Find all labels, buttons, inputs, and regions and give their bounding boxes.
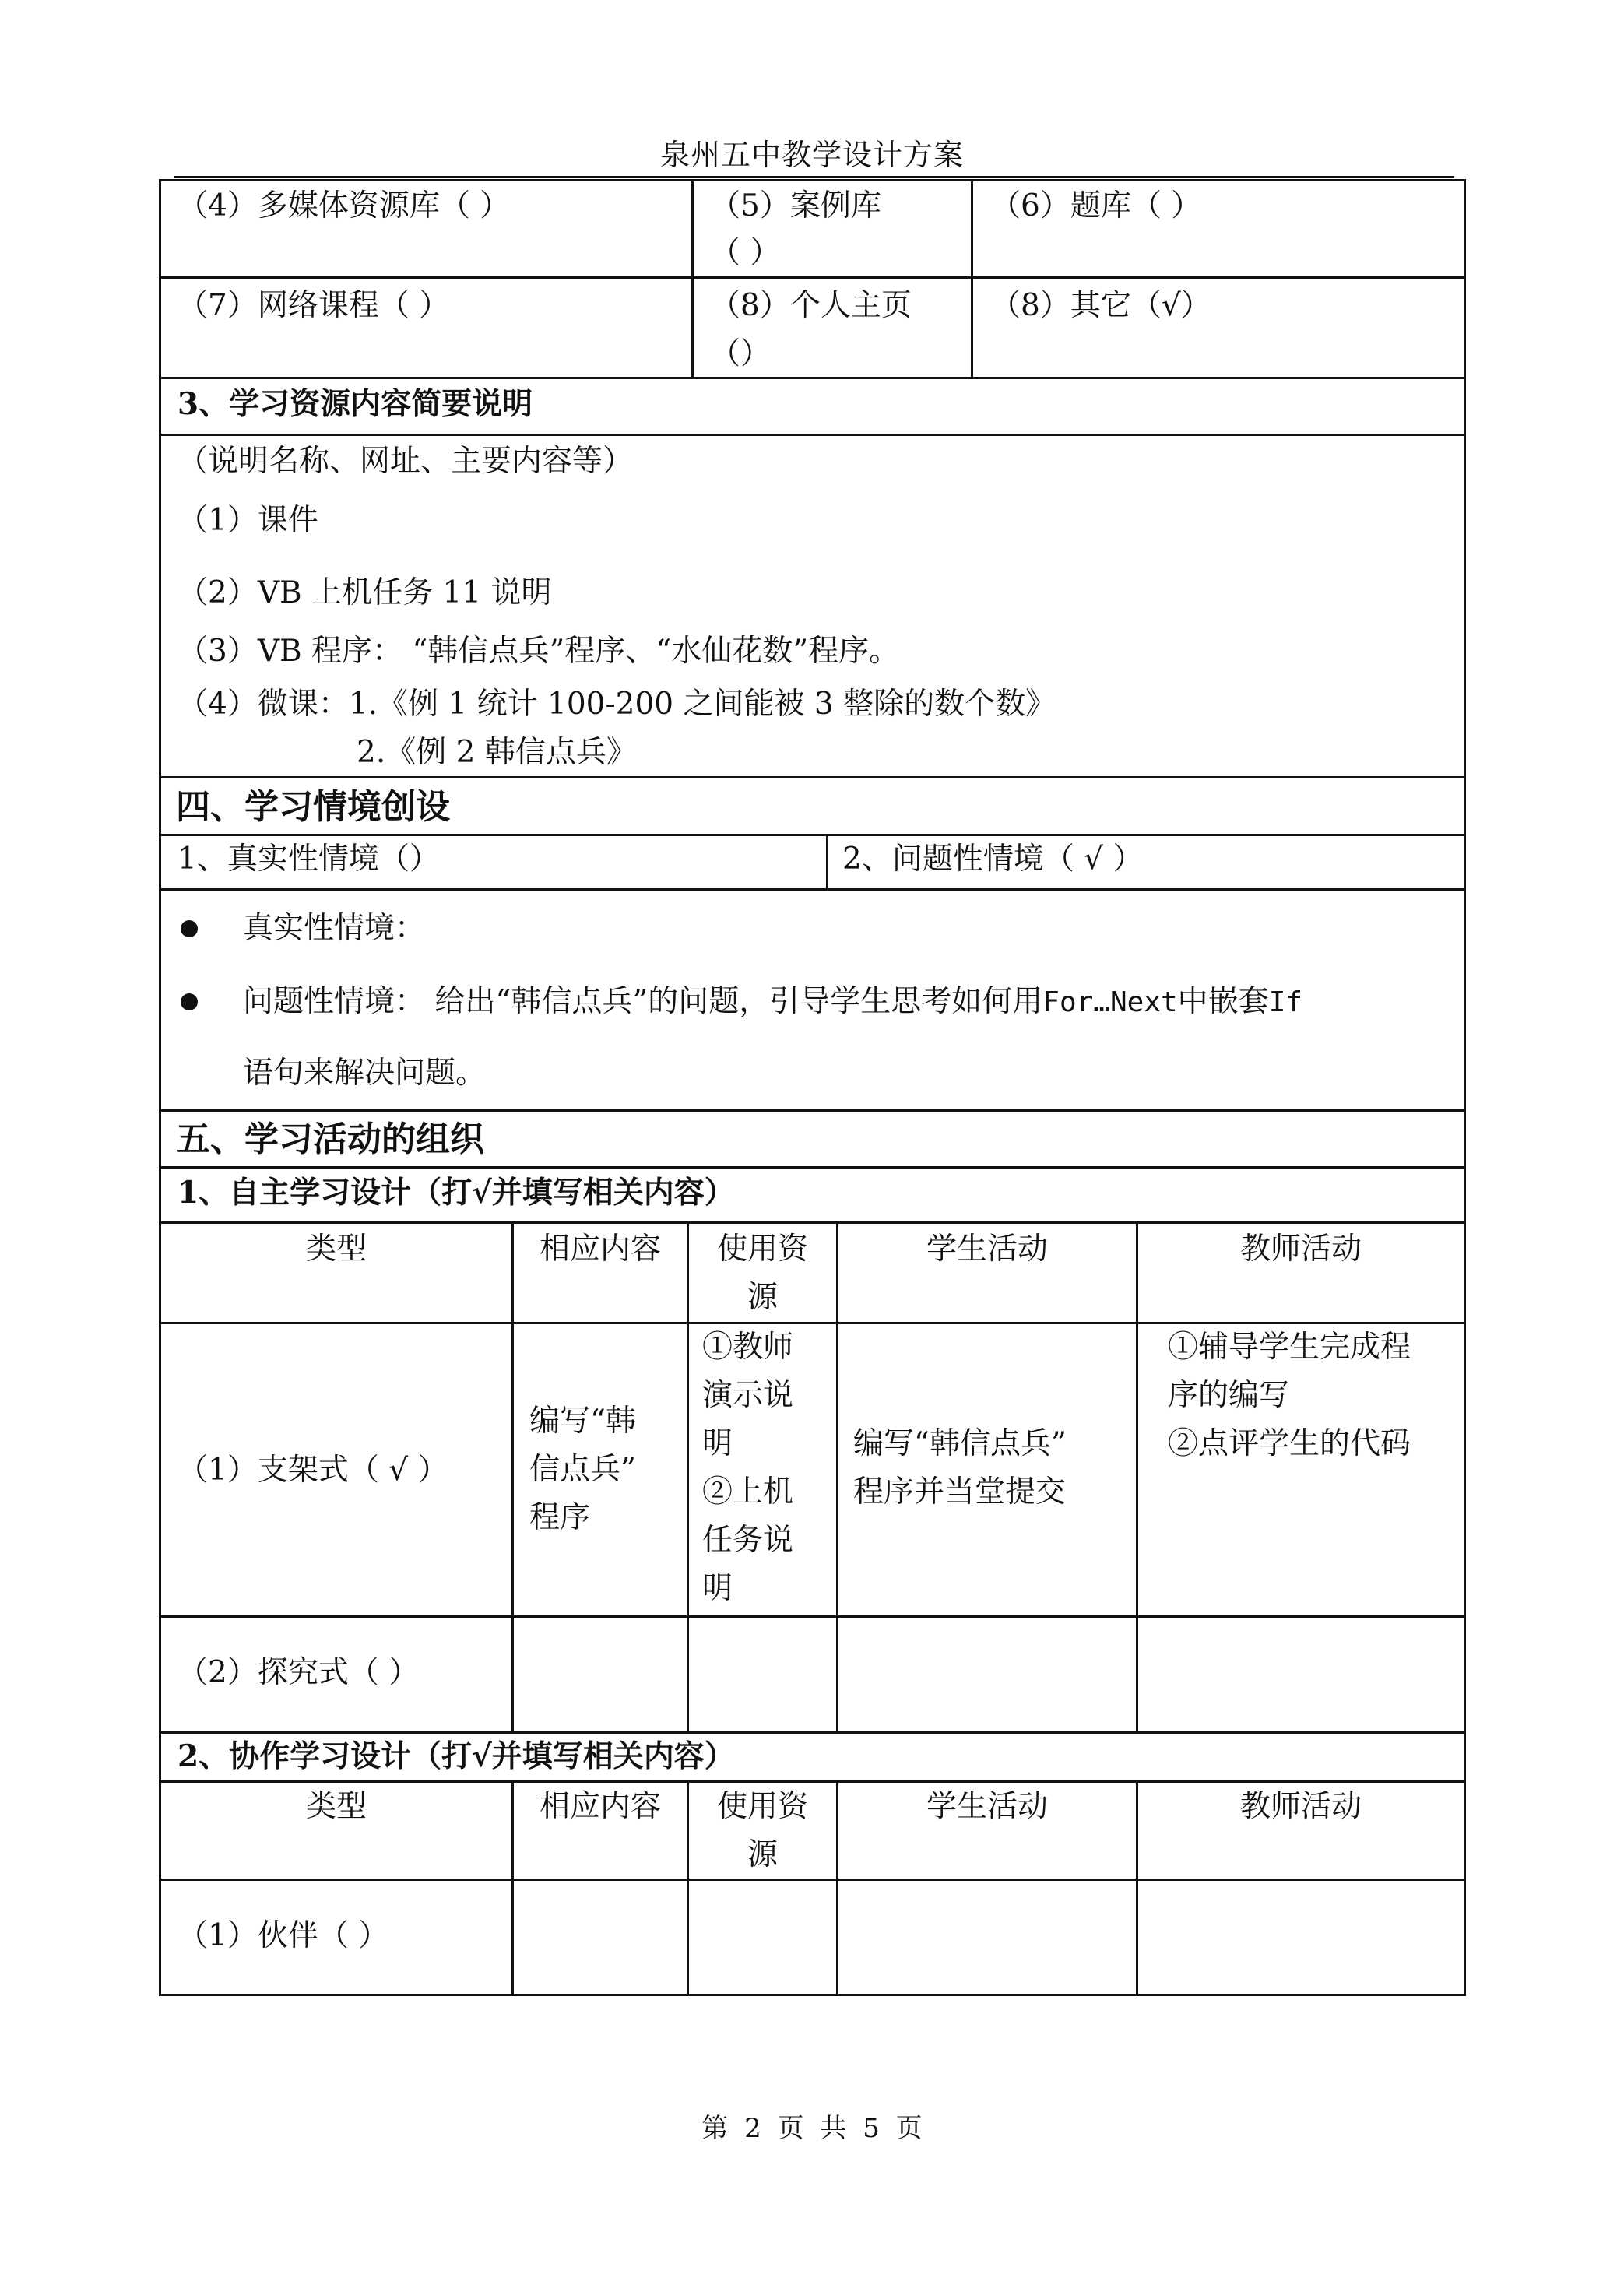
situation-problem-text-c: 语句来解决问题。	[243, 1056, 487, 1091]
column-resources: 使用资	[716, 1789, 808, 1824]
resource-desc-item: （2）VB 上机任务 11 说明	[178, 575, 552, 610]
table-cell	[511, 1615, 689, 1734]
resource-desc-heading: 3、学习资源内容简要说明	[178, 386, 533, 422]
situation-problem-code2: If	[1268, 986, 1303, 1018]
resource-desc-item: （4）微课：1.《例 1 统计 100-200 之间能被 3 整除的数个数》	[178, 687, 1056, 722]
resource-homepage-check: （）	[710, 336, 772, 371]
coop-heading: 2、协作学习设计（打√并填写相关内容）	[178, 1738, 735, 1774]
table-cell	[687, 1879, 838, 1996]
column-resources: 使用资	[716, 1232, 808, 1267]
column-teacher: 教师活动	[1239, 1789, 1362, 1824]
column-teacher: 教师活动	[1239, 1232, 1362, 1267]
resource-desc-item: 2.《例 2 韩信点兵》	[357, 735, 637, 770]
row-student-line: 程序并当堂提交	[853, 1474, 1067, 1509]
row-type-scaffold: （1）支架式（ √ ）	[178, 1453, 448, 1488]
situation-bullet-real: 真实性情境：	[243, 911, 426, 946]
column-student: 学生活动	[926, 1789, 1048, 1824]
situation-option-problem: 2、问题性情境（ √ ）	[842, 842, 1144, 877]
page-footer-number: 第 2 页 共 5 页	[701, 2113, 923, 2144]
bullet-icon	[181, 993, 198, 1010]
resource-case-check: （ ）	[710, 235, 781, 270]
column-student: 学生活动	[926, 1232, 1048, 1267]
table-cell	[687, 1615, 838, 1734]
header-rule	[174, 176, 1454, 178]
column-resources-line2: 源	[747, 1837, 778, 1872]
column-type: 类型	[305, 1789, 367, 1824]
row-content-line: 编写“韩	[529, 1404, 636, 1439]
row-teacher-line: 序的编写	[1168, 1378, 1290, 1413]
situation-heading: 四、学习情境创设	[176, 787, 450, 827]
table-cell	[511, 1879, 689, 1996]
row-teacher-line: ②点评学生的代码	[1168, 1426, 1411, 1461]
self-study-heading: 1、自主学习设计（打√并填写相关内容）	[178, 1175, 735, 1211]
resource-desc-note: （说明名称、网址、主要内容等）	[178, 444, 634, 479]
situation-problem-text-b: 中嵌套	[1177, 984, 1269, 1019]
row-resources-line: 演示说	[702, 1378, 794, 1413]
situation-problem-code: For…Next	[1042, 986, 1178, 1018]
row-resources-line: 任务说	[702, 1523, 794, 1558]
row-resources-line: 明	[702, 1426, 733, 1461]
row-type-inquiry: （2）探究式（ ）	[178, 1655, 420, 1690]
bullet-icon	[181, 920, 198, 937]
column-resources-line2: 源	[747, 1280, 778, 1315]
row-resources-line: 明	[702, 1571, 733, 1606]
resource-homepage-label: （8）个人主页	[710, 288, 912, 323]
situation-option-real: 1、真实性情境（）	[178, 842, 440, 877]
column-content: 相应内容	[539, 1789, 661, 1824]
row-resources-line: ②上机	[702, 1474, 794, 1509]
activities-heading: 五、学习活动的组织	[176, 1119, 484, 1159]
table-cell	[836, 1879, 1138, 1996]
resource-other-label: （8）其它（√）	[990, 288, 1211, 323]
table-cell	[836, 1615, 1138, 1734]
resource-desc-item: （3）VB 程序： “韩信点兵”程序、“水仙花数”程序。	[178, 634, 900, 669]
resource-case-label: （5）案例库	[710, 188, 881, 223]
row-student-line: 编写“韩信点兵”	[853, 1426, 1067, 1461]
situation-bullet-problem	[243, 978, 1302, 1027]
row-type-partner: （1）伙伴（ ）	[178, 1918, 389, 1953]
row-resources-line: ①教师	[702, 1330, 794, 1365]
row-content-line: 程序	[529, 1500, 591, 1535]
column-content: 相应内容	[539, 1232, 661, 1267]
row-content-line: 信点兵”	[529, 1452, 636, 1487]
column-type: 类型	[305, 1232, 367, 1267]
table-cell	[1136, 1615, 1466, 1734]
resource-questions-label: （6）题库（ ）	[990, 188, 1202, 223]
row-teacher-line: ①辅导学生完成程	[1168, 1330, 1411, 1365]
resource-desc-item: （1）课件	[178, 503, 318, 538]
page-header-title: 泉州五中教学设计方案	[659, 138, 964, 172]
situation-problem-text-a: 问题性情境： 给出“韩信点兵”的问题，引导学生思考如何用	[243, 984, 1043, 1019]
table-cell	[1136, 1879, 1466, 1996]
resource-multimedia-label: （4）多媒体资源库（ ）	[178, 188, 511, 223]
resource-online-course-label: （7）网络课程（ ）	[178, 288, 450, 323]
